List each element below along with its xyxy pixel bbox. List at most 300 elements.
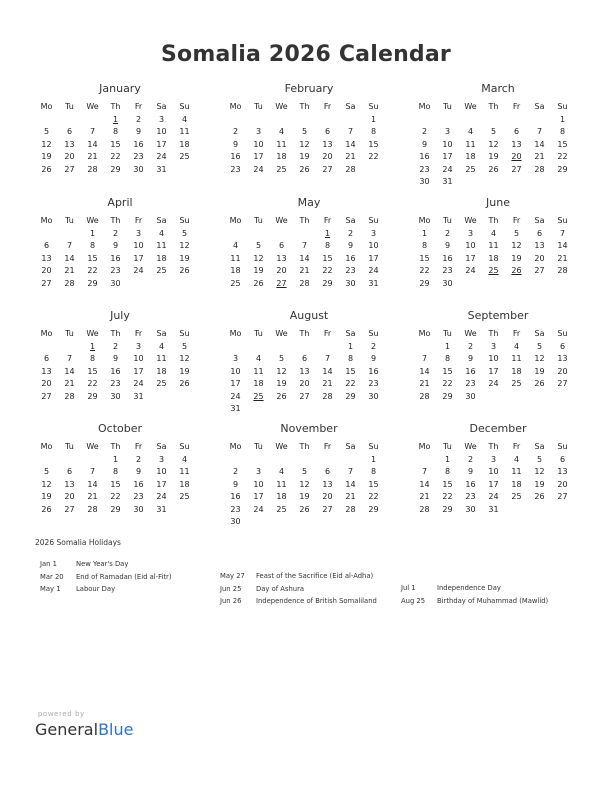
empty-cell — [339, 453, 362, 466]
day-cell: 11 — [156, 354, 167, 364]
day-cell: 25 — [465, 164, 476, 174]
empty-cell — [150, 390, 173, 403]
day-cell: 3 — [135, 341, 142, 351]
day-cell: 28 — [299, 278, 310, 288]
day-cell: 6 — [559, 454, 566, 464]
weekday-header: Tu — [254, 101, 263, 111]
empty-cell — [413, 340, 436, 353]
day-cell: 20 — [534, 253, 545, 263]
day-cell: 20 — [276, 266, 287, 276]
weekday-header: Th — [110, 328, 121, 338]
day-cell: 16 — [133, 139, 144, 149]
day-cell: 5 — [301, 467, 308, 477]
day-cell: 6 — [324, 467, 331, 477]
day-cell: 12 — [41, 479, 52, 489]
day-cell: 13 — [64, 479, 75, 489]
holiday-row — [40, 571, 172, 584]
day-cell: 4 — [490, 228, 497, 238]
day-cell: 18 — [179, 139, 190, 149]
day-cell: 18 — [156, 253, 167, 263]
day-cell: 4 — [278, 127, 285, 137]
month-name: January — [99, 82, 141, 95]
day-cell: 9 — [232, 479, 239, 489]
day-cell: 17 — [442, 152, 453, 162]
day-cell: 23 — [345, 266, 356, 276]
holiday-day-cell: 1 — [324, 228, 331, 238]
day-cell: 2 — [347, 228, 354, 238]
day-cell: 23 — [442, 266, 453, 276]
weekday-header: Fr — [512, 328, 521, 338]
day-cell: 3 — [232, 354, 239, 364]
weekday-header: Su — [557, 441, 568, 451]
day-cell: 26 — [41, 164, 52, 174]
day-cell: 9 — [347, 241, 354, 251]
day-cell: 23 — [133, 152, 144, 162]
day-cell: 4 — [158, 228, 165, 238]
day-cell: 28 — [534, 164, 545, 174]
day-cell: 6 — [66, 467, 73, 477]
weekday-header: Th — [110, 215, 121, 225]
empty-cell — [150, 277, 173, 290]
day-cell: 30 — [345, 278, 356, 288]
day-cell: 28 — [419, 504, 430, 514]
holiday-day-cell: 26 — [511, 266, 522, 276]
day-cell: 3 — [467, 228, 474, 238]
day-cell: 7 — [89, 127, 96, 137]
day-cell: 6 — [66, 127, 73, 137]
empty-cell — [551, 503, 574, 516]
day-cell: 24 — [488, 379, 499, 389]
holiday-date: Jun 26 — [220, 597, 242, 605]
holiday-row — [220, 595, 377, 608]
holiday-date: Aug 25 — [401, 596, 426, 605]
empty-cell — [505, 176, 528, 189]
day-cell: 22 — [110, 492, 121, 502]
day-cell: 30 — [230, 517, 241, 527]
weekday-header: Su — [179, 441, 190, 451]
weekday-header: Su — [368, 328, 379, 338]
day-cell: 2 — [232, 467, 239, 477]
weekday-header: Th — [299, 101, 310, 111]
weekday-header: Sa — [534, 441, 545, 451]
day-cell: 18 — [253, 379, 264, 389]
day-cell: 16 — [442, 253, 453, 263]
weekday-header: Fr — [323, 441, 332, 451]
day-cell: 18 — [230, 266, 241, 276]
day-cell: 13 — [322, 479, 333, 489]
day-cell: 23 — [110, 266, 121, 276]
empty-cell — [362, 516, 385, 529]
day-cell: 28 — [64, 278, 75, 288]
day-cell: 9 — [112, 354, 119, 364]
day-cell: 6 — [559, 341, 566, 351]
day-cell: 16 — [230, 152, 241, 162]
day-cell: 7 — [347, 467, 354, 477]
day-cell: 10 — [133, 354, 144, 364]
holiday-name: New Year's Day — [76, 560, 129, 568]
day-cell: 1 — [112, 454, 119, 464]
day-cell: 8 — [370, 127, 377, 137]
weekday-header: Mo — [229, 328, 242, 338]
day-cell: 8 — [444, 354, 451, 364]
day-cell: 7 — [536, 127, 543, 137]
day-cell: 4 — [513, 341, 520, 351]
weekday-header: Tu — [65, 441, 74, 451]
weekday-header: Sa — [156, 215, 167, 225]
empty-cell — [247, 340, 270, 353]
day-cell: 16 — [110, 366, 121, 376]
empty-cell — [81, 453, 104, 466]
day-cell: 23 — [419, 164, 430, 174]
weekday-header: Sa — [156, 328, 167, 338]
empty-cell — [81, 113, 104, 126]
day-cell: 8 — [559, 127, 566, 137]
empty-cell — [482, 277, 505, 290]
empty-cell — [505, 503, 528, 516]
day-cell: 4 — [181, 454, 188, 464]
day-cell: 5 — [536, 341, 543, 351]
weekday-header: Th — [488, 101, 499, 111]
day-cell: 29 — [419, 278, 430, 288]
day-cell: 11 — [511, 354, 522, 364]
holiday-name: Birthday of Muhammad (Mawlid) — [437, 596, 549, 605]
day-cell: 5 — [513, 228, 520, 238]
weekday-header: Tu — [254, 328, 263, 338]
day-cell: 16 — [230, 492, 241, 502]
day-cell: 7 — [324, 354, 331, 364]
day-cell: 14 — [299, 253, 310, 263]
weekday-header: Sa — [345, 101, 356, 111]
day-cell: 13 — [511, 139, 522, 149]
day-cell: 9 — [112, 241, 119, 251]
day-cell: 4 — [158, 341, 165, 351]
day-cell: 19 — [534, 479, 545, 489]
day-cell: 15 — [419, 253, 430, 263]
day-cell: 20 — [64, 492, 75, 502]
day-cell: 10 — [253, 139, 264, 149]
day-cell: 20 — [557, 366, 568, 376]
month-name: March — [481, 82, 515, 95]
day-cell: 24 — [133, 266, 144, 276]
day-cell: 23 — [465, 379, 476, 389]
weekday-header: Tu — [443, 101, 452, 111]
empty-cell — [413, 113, 436, 126]
day-cell: 17 — [133, 253, 144, 263]
day-cell: 27 — [557, 379, 568, 389]
holiday-row — [40, 583, 172, 596]
day-cell: 15 — [110, 139, 121, 149]
empty-cell — [58, 227, 81, 240]
month-august — [224, 309, 394, 415]
day-cell: 9 — [421, 139, 428, 149]
day-cell: 23 — [230, 164, 241, 174]
day-cell: 26 — [253, 278, 264, 288]
day-cell: 8 — [112, 127, 119, 137]
day-cell: 5 — [490, 127, 497, 137]
month-name: May — [297, 196, 321, 209]
day-cell: 27 — [322, 164, 333, 174]
day-cell: 7 — [66, 241, 73, 251]
day-cell: 9 — [370, 354, 377, 364]
day-cell: 3 — [158, 114, 165, 124]
day-cell: 22 — [110, 152, 121, 162]
day-cell: 30 — [133, 164, 144, 174]
day-cell: 18 — [511, 366, 522, 376]
weekday-header: Fr — [134, 101, 143, 111]
day-cell: 19 — [534, 366, 545, 376]
weekday-header: Tu — [65, 101, 74, 111]
weekday-header: Sa — [156, 441, 167, 451]
day-cell: 31 — [368, 278, 379, 288]
empty-cell — [224, 227, 247, 240]
day-cell: 10 — [368, 241, 379, 251]
holiday-name: End of Ramadan (Eid al-Fitr) — [76, 572, 172, 581]
day-cell: 11 — [276, 479, 287, 489]
empty-cell — [316, 403, 339, 416]
empty-cell — [173, 277, 196, 290]
day-cell: 24 — [442, 164, 453, 174]
day-cell: 31 — [156, 164, 167, 174]
month-april — [35, 196, 205, 290]
empty-cell — [293, 403, 316, 416]
brand-general: General — [35, 720, 99, 739]
day-cell: 11 — [156, 241, 167, 251]
day-cell: 26 — [534, 492, 545, 502]
day-cell: 29 — [110, 164, 121, 174]
day-cell: 17 — [368, 253, 379, 263]
day-cell: 8 — [347, 354, 354, 364]
weekday-header: Su — [179, 215, 190, 225]
day-cell: 12 — [488, 139, 499, 149]
day-cell: 4 — [278, 467, 285, 477]
day-cell: 4 — [232, 241, 239, 251]
day-cell: 22 — [345, 379, 356, 389]
day-cell: 21 — [87, 152, 98, 162]
day-cell: 3 — [490, 341, 497, 351]
holiday-date: Jun 25 — [220, 584, 242, 593]
weekday-header: Tu — [254, 441, 263, 451]
day-cell: 9 — [467, 467, 474, 477]
weekday-header: Su — [368, 441, 379, 451]
day-cell: 2 — [135, 114, 142, 124]
brand-logo[interactable] — [35, 720, 133, 739]
day-cell: 22 — [368, 152, 379, 162]
day-cell: 19 — [179, 366, 190, 376]
day-cell: 26 — [41, 504, 52, 514]
holiday-row — [401, 595, 548, 608]
weekday-header: We — [86, 441, 99, 451]
weekday-header: Tu — [443, 441, 452, 451]
weekday-header: Su — [557, 215, 568, 225]
weekday-header: Su — [368, 215, 379, 225]
day-cell: 12 — [179, 241, 190, 251]
empty-cell — [316, 516, 339, 529]
day-cell: 23 — [465, 492, 476, 502]
day-cell: 14 — [557, 241, 568, 251]
day-cell: 5 — [278, 354, 285, 364]
empty-cell — [505, 277, 528, 290]
day-cell: 17 — [253, 152, 264, 162]
empty-cell — [270, 340, 293, 353]
day-cell: 19 — [511, 253, 522, 263]
holiday-date: Jan 1 — [40, 560, 57, 568]
day-cell: 19 — [299, 492, 310, 502]
day-cell: 13 — [557, 354, 568, 364]
day-cell: 20 — [322, 492, 333, 502]
day-cell: 20 — [41, 266, 52, 276]
day-cell: 23 — [368, 379, 379, 389]
holiday-date: Jul 1 — [401, 584, 416, 592]
day-cell: 12 — [179, 354, 190, 364]
day-cell: 11 — [276, 139, 287, 149]
day-cell: 30 — [442, 278, 453, 288]
weekday-header: Mo — [229, 441, 242, 451]
day-cell: 23 — [110, 379, 121, 389]
empty-cell — [528, 113, 551, 126]
day-cell: 27 — [322, 504, 333, 514]
day-cell: 26 — [488, 164, 499, 174]
day-cell: 10 — [488, 354, 499, 364]
day-cell: 24 — [253, 504, 264, 514]
empty-cell — [270, 227, 293, 240]
day-cell: 8 — [89, 354, 96, 364]
empty-cell — [247, 227, 270, 240]
empty-cell — [339, 113, 362, 126]
weekday-header: Su — [557, 101, 568, 111]
month-december — [413, 422, 583, 516]
month-name: February — [284, 82, 334, 95]
holiday-day-cell: 25 — [488, 266, 499, 276]
holiday-day-cell: 1 — [112, 114, 119, 124]
day-cell: 25 — [179, 152, 190, 162]
empty-cell — [35, 340, 58, 353]
day-cell: 15 — [87, 366, 98, 376]
day-cell: 28 — [87, 504, 98, 514]
empty-cell — [528, 176, 551, 189]
weekday-header: Fr — [134, 215, 143, 225]
day-cell: 21 — [322, 379, 333, 389]
day-cell: 15 — [442, 479, 453, 489]
empty-cell — [270, 516, 293, 529]
day-cell: 14 — [345, 139, 356, 149]
day-cell: 28 — [419, 391, 430, 401]
day-cell: 25 — [511, 379, 522, 389]
day-cell: 19 — [179, 253, 190, 263]
empty-cell — [224, 453, 247, 466]
day-cell: 7 — [421, 354, 428, 364]
empty-cell — [528, 390, 551, 403]
weekday-header: Mo — [229, 101, 242, 111]
day-cell: 27 — [299, 391, 310, 401]
day-cell: 14 — [87, 139, 98, 149]
month-name: April — [107, 196, 133, 209]
day-cell: 24 — [156, 152, 167, 162]
empty-cell — [413, 453, 436, 466]
day-cell: 28 — [345, 504, 356, 514]
day-cell: 2 — [112, 228, 119, 238]
day-cell: 7 — [421, 467, 428, 477]
day-cell: 18 — [511, 479, 522, 489]
weekday-header: Mo — [418, 215, 431, 225]
day-cell: 11 — [179, 467, 190, 477]
holiday-row — [220, 570, 377, 583]
month-name: August — [289, 309, 329, 322]
day-cell: 17 — [156, 479, 167, 489]
empty-cell — [459, 277, 482, 290]
holiday-date: May 27 — [220, 572, 245, 580]
day-cell: 12 — [299, 139, 310, 149]
month-june — [413, 196, 583, 290]
day-cell: 7 — [66, 354, 73, 364]
day-cell: 23 — [230, 504, 241, 514]
weekday-header: Sa — [345, 328, 356, 338]
day-cell: 15 — [87, 253, 98, 263]
holiday-row — [401, 582, 548, 595]
day-cell: 19 — [276, 379, 287, 389]
day-cell: 8 — [112, 467, 119, 477]
day-cell: 19 — [253, 266, 264, 276]
day-cell: 8 — [421, 241, 428, 251]
day-cell: 22 — [368, 492, 379, 502]
day-cell: 10 — [230, 366, 241, 376]
day-cell: 15 — [368, 139, 379, 149]
empty-cell — [35, 113, 58, 126]
day-cell: 31 — [488, 504, 499, 514]
weekday-header: Fr — [134, 328, 143, 338]
day-cell: 27 — [41, 278, 52, 288]
day-cell: 11 — [179, 127, 190, 137]
weekday-header: We — [86, 101, 99, 111]
empty-cell — [247, 113, 270, 126]
day-cell: 30 — [110, 278, 121, 288]
day-cell: 21 — [64, 379, 75, 389]
day-cell: 24 — [230, 391, 241, 401]
weekday-header: Th — [488, 215, 499, 225]
day-cell: 28 — [64, 391, 75, 401]
holiday-row — [40, 558, 172, 571]
day-cell: 13 — [299, 366, 310, 376]
month-name: November — [280, 422, 338, 435]
day-cell: 3 — [370, 228, 377, 238]
weekday-header: Sa — [534, 101, 545, 111]
empty-cell — [316, 340, 339, 353]
day-cell: 7 — [347, 127, 354, 137]
day-cell: 5 — [301, 127, 308, 137]
day-cell: 4 — [255, 354, 262, 364]
day-cell: 5 — [536, 454, 543, 464]
weekday-header: Mo — [229, 215, 242, 225]
day-cell: 7 — [559, 228, 566, 238]
day-cell: 11 — [230, 253, 241, 263]
day-cell: 24 — [465, 266, 476, 276]
weekday-header: Su — [368, 101, 379, 111]
day-cell: 27 — [557, 492, 568, 502]
empty-cell — [293, 340, 316, 353]
day-cell: 21 — [419, 492, 430, 502]
empty-cell — [58, 453, 81, 466]
day-cell: 26 — [276, 391, 287, 401]
empty-cell — [173, 163, 196, 176]
holiday-name: Day of Ashura — [256, 584, 305, 593]
holiday-name: Independence of British Somaliland — [256, 597, 377, 605]
day-cell: 20 — [64, 152, 75, 162]
day-cell: 1 — [444, 454, 451, 464]
day-cell: 1 — [347, 341, 354, 351]
day-cell: 19 — [488, 152, 499, 162]
month-january — [35, 82, 205, 176]
day-cell: 21 — [345, 492, 356, 502]
day-cell: 25 — [511, 492, 522, 502]
